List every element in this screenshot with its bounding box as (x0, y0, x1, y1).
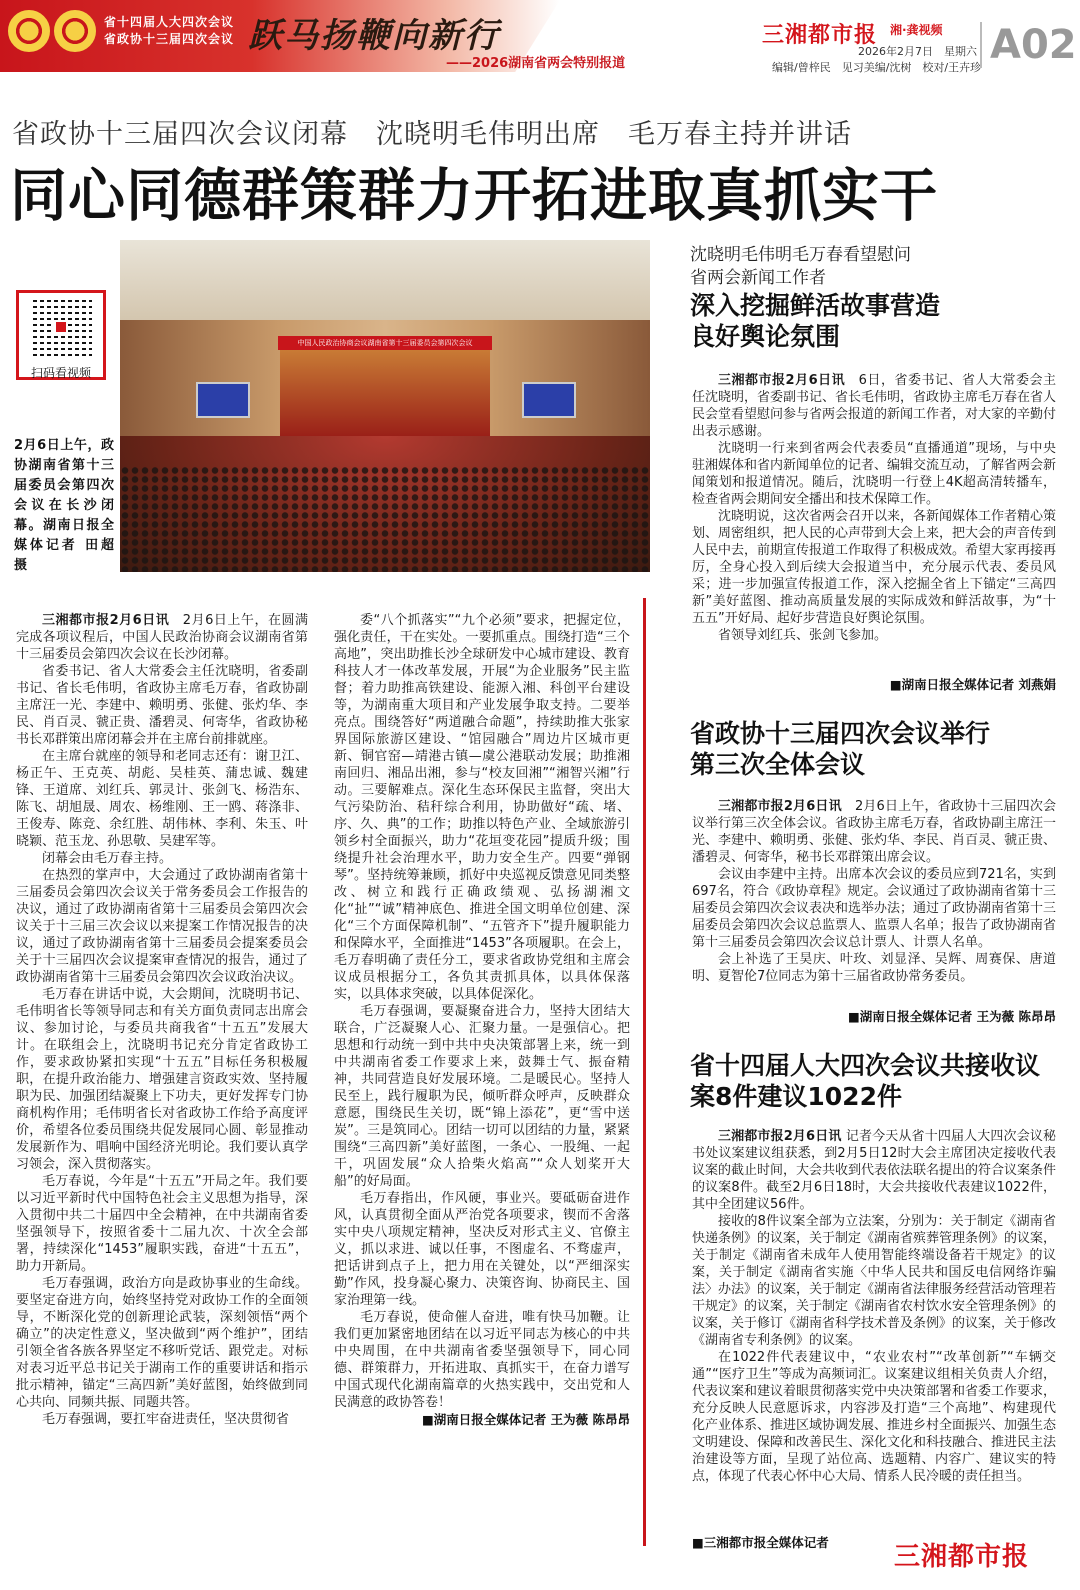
plenary-story-text: 会上补选了王昊庆、叶玫、刘显泽、吴辉、周赛保、唐道明、夏智伦7位同志为第十三届省政协常务委员。 (692, 952, 1056, 984)
main-story-text: 毛万春强调，要扛牢奋进责任，坚决贯彻省 (42, 1412, 290, 1427)
special-report-label: ——2026湖南省两会特别报道 (446, 56, 626, 71)
main-story-paragraph (16, 986, 308, 1173)
main-story-paragraph (16, 1173, 308, 1275)
main-story-paragraph (16, 1275, 308, 1411)
main-story-text: 在热烈的掌声中，大会通过了政协湖南省第十三届委员会第四次会议关于常务委员会工作报告的决议，通过了政协湖南省第十三届委员会第四次会议关于十三届三次会议以来提案工作情况报告的决议，通过了政协湖南省第十三届委员会提案委员会关于十三届四次会议提案审查情况的报告，通过了政协湖南省第十三届委员会第四次会议政治决议。 (16, 868, 308, 985)
photo-banner: 中国人民政治协商会议湖南省第十三届委员会第四次会议 (278, 336, 492, 350)
main-story-column-2 (334, 612, 630, 1428)
paper-name: 三湘都市报 (762, 23, 878, 48)
visit-story-text: 沈晓明一行来到省两会代表委员“直播通道”现场，与中央驻湘媒体和省内新闻单位的记者、编辑交流互动，了解省两会新闻策划和报道情况。随后，沈晓明一行登上4K超高清转播车，检查省两会期间安全播出和技术保障工作。 (692, 441, 1057, 507)
visit-story-paragraph (692, 372, 1056, 440)
main-story-text: 委“八个抓落实”“九个必须”要求，把握定位，强化责任，干在实处。一要抓重点。围绕打造“三个高地”，突出助推长沙全球研发中心城市建设、教育科技人才一体改革发展，开展“为企业服务”民主监督；着力助推高铁建设、能源入湘、科创平台建设等，为湖南重大项目和产业发展争取支持。二要举亮点。围绕答好“两道融合命题”，持续助推大张家界国际旅游区建设、“馆园融合”周边片区城市更新、铜官窑—靖港古镇—虞公港联动发展；助推湘南回归、湘品出湘，参与“校友回湘”“湘智兴湘”行动。三要解难点。深化生态环保民主监督，突出大气污染防治、秸秆综合利用，协助做好“疏、堵、序、久、典”的工作；助推以特色产业、全域旅游引领乡村全面振兴，助力“花垣变花园”提质升级；围绕提升社会治理水平，助力安全生产。四要“弹钢琴”。坚持统筹兼顾，抓好中央巡视反馈意见同类整改、树立和践行正确政绩观、弘扬湖湘文化“扯”“诚”精神底色、推进全国文明单位创建、深化“三个方面保障机制”、“五管齐下”提升履职能力和保障水平，全面推进“1453”各项履职。在会上，毛万春明确了责任分工，要求省政协党组和主席会议成员根据分工，各负其责抓具体，以具体保落实，以具体求突破，以具体促深化。 (334, 613, 630, 1002)
plenary-story (692, 798, 1056, 985)
main-story-paragraph (334, 1309, 630, 1411)
main-story-text: 毛万春说，使命催人奋进，唯有快马加鞭。让我们更加紧密地团结在以习近平同志为核心的中共中央周围，在中共湖南省委坚强领导下，同心同德、群策群力，开拓进取、真抓实干，在奋力谱写中国式现代化湖南篇章的火热实践中，交出党和人民满意的政协答卷！ (334, 1310, 630, 1410)
photo-screen-left (196, 382, 250, 418)
plenary-story-text: 会议由李建中主持。出席本次会议的委员应到721名，实到697名，符合《政协章程》规定。会议通过了政协湖南省第十三届委员会第四次会议表决和选举办法；通过了政协湖南省第十三届委员会第四次会议总监票人、监票人名单；报告了政协湖南省第十三届委员会第四次会议总计票人、计票人名单。 (692, 867, 1057, 950)
visit-story-paragraph (692, 627, 1056, 644)
npc-story-text: 记者今天从省十四届人大四次会议秘书处议案建议组获悉，到2月5日12时大会主席团决定接收代表议案的截止时间，大会共收到代表依法联名提出的符合议案条件的议案8件。截至2月6日18时，大会共接收代表建议1022件，其中全团建议56件。 (692, 1129, 1057, 1212)
npc-story-paragraph (692, 1213, 1056, 1349)
visit-byline-wrap (692, 676, 1056, 693)
main-story-text: 毛万春在讲话中说，大会期间，沈晓明书记、毛伟明省长等领导同志和有关方面负责同志出席会议、参加讨论，与委员共商我省“十五五”发展大计。在联组会上，沈晓明书记充分肯定省政协工作，要求政协紧扣实现“十五五”目标任务积极履职，在提升政治能力、增强建言资政实效、坚持履职为民、加强团结凝聚上下功夫，更好发挥专门协商机构作用；毛伟明省长对省政协工作给予高度评价，希望各位委员围绕共促发展同心圆、彰显推动发展新作为、唱响中国经济光明论。我们要认真学习领会，深入贯彻落实。 (16, 987, 308, 1172)
npc-story-paragraph (692, 1128, 1056, 1213)
plenary-story-paragraph (692, 951, 1056, 985)
plenary-story-dateline: 三湘都市报2月6日讯 (718, 799, 842, 814)
main-story-paragraph (16, 748, 308, 850)
visit-story-dateline: 三湘都市报2月6日讯 (718, 373, 846, 388)
visit-story (692, 372, 1056, 644)
slogan: 跃马扬鞭向新行 (248, 16, 500, 56)
qr-label: 扫码看视频 (30, 366, 91, 380)
main-story-column-1 (16, 612, 308, 1428)
visit-story-paragraph (692, 508, 1056, 627)
visit-headline: 深入挖掘鲜活故事营造良好舆论氛围 (690, 291, 941, 351)
main-story-text: 毛万春指出，作风硬，事业兴。要砥砺奋进作风，认真贯彻全面从严治党各项要求，锲而不舍落实中央八项规定精神，坚决反对形式主义、官僚主义，抓以求进、诚以任事，不图虚名、不骛虚声，把话讲到点子上，把力用在关键处，以“严细深实勤”作风，投身凝心聚力、决策咨询、协商民主、国家治理第一线。 (334, 1191, 630, 1308)
cppcc-emblem-icon (54, 10, 96, 52)
issue-date: 2026年2月7日 星期六 (858, 45, 977, 58)
photo-crowd (120, 466, 650, 572)
qr-video-link[interactable] (16, 290, 106, 386)
visit-byline: ■湖南日报全媒体记者 刘燕娟 (889, 677, 1056, 692)
main-story-paragraph (16, 867, 308, 986)
plenary-story-paragraph (692, 798, 1056, 866)
photo-caption: 2月6日上午，政协湖南省第十三届委员会第四次会议在长沙闭幕。湖南日报全媒体记者 田超 摄 (14, 438, 114, 573)
plenary-byline-wrap (692, 1008, 1056, 1025)
main-story-paragraph (16, 612, 308, 663)
visit-kicker: 沈晓明毛伟明毛万春看望慰问省两会新闻工作者 (690, 245, 911, 288)
plenary-story-text: 2月6日上午，省政协十三届四次会议举行第三次全体会议。省政协主席毛万春，省政协副主席汪一光、李建中、赖明勇、张健、张灼华、李民、肖百灵、虢正贵、潘碧灵、何寄华，秘书长邓群策出席会议。 (692, 799, 1057, 865)
main-story-dateline: 三湘都市报2月6日讯 (42, 613, 170, 628)
npc-headline: 省十四届人大四次会议共接收议案8件建议1022件 (690, 1051, 1041, 1111)
main-story-paragraph (16, 850, 308, 867)
visit-story-paragraph (692, 440, 1056, 508)
main-story-paragraph (334, 612, 630, 1003)
congress-line-cppcc: 省政协十三届四次会议 (104, 32, 235, 46)
main-story-paragraph (16, 1411, 308, 1428)
congress-line-npc: 省十四届人大四次会议 (104, 15, 235, 29)
main-story-text: 毛万春强调，要凝聚奋进合力，坚持大团结大联合，广泛凝聚人心、汇聚力量。一是强信心。把思想和行动统一到中共中央决策部署上来，统一到中共湖南省委工作要求上来，鼓舞士气、振奋精神，共同营造良好发展环境。二是暖民心。坚持人民至上，践行履职为民，倾听群众呼声，反映群众意愿，围绕民生关切，既“锦上添花”，更“雪中送炭”。三是筑同心。团结一切可以团结的力量，紧紧围绕“三高四新”美好蓝图，一条心、一股绳、一起干，巩固发展“众人拾柴火焰高”“众人划桨开大船”的好局面。 (334, 1004, 630, 1189)
plenary-story-paragraph (692, 866, 1056, 951)
main-story-paragraph (334, 1003, 630, 1190)
main-story-text: 毛万春说，今年是“十五五”开局之年。我们要以习近平新时代中国特色社会主义思想为指导，深入贯彻中共二十届四中全会精神，在中共湖南省委坚强领导下，按照省委十二届九次、十次全会部署，持续深化“1453”履职实践，奋进“十五五”，助力开新局。 (16, 1174, 308, 1274)
main-story-text: 在主席台就座的领导和老同志还有：谢卫江、杨正午、王克英、胡彪、吴桂英、蒲忠诚、魏建锋、王道席、刘红兵、郭灵计、张剑飞、杨浩东、陈飞、胡旭晟、周农、杨维刚、王一鸥、蒋涤非、王俊寿、陈竞、余红胜、胡伟林、李利、朱玉、叶晓颖、范玉龙、孙思敬、吴建军等。 (16, 749, 308, 849)
congress-labels (104, 14, 234, 48)
main-story-text: 2月6日上午，在圆满完成各项议程后，中国人民政治协商会议湖南省第十三届委员会第四次会议在长沙闭幕。 (16, 613, 309, 662)
main-story-text: 毛万春强调，政治方向是政协事业的生命线。要坚定奋进方向，始终坚持党对政协工作的全面领导，不断深化党的创新理论武装，深刻领悟“两个确立”的决定性意义，坚决做到“两个维护”，团结引领全省各族各界坚定不移听党话、跟党走。对标对表习近平总书记关于湖南工作的重要讲话和指示批示精神，锚定“三高四新”美好蓝图，始终做到同心共向、同频共振、同题共答。 (16, 1276, 308, 1410)
footer-logo: 三湘都市报 (888, 1536, 1029, 1573)
npc-byline: ■三湘都市报全媒体记者 (692, 1535, 829, 1550)
npc-byline-wrap (692, 1534, 882, 1551)
plenary-headline: 省政协十三届四次会议举行第三次全体会议 (690, 719, 991, 779)
video-badge: 湘·龚视频 (890, 23, 943, 37)
photo-screen-right (522, 382, 576, 418)
masthead (0, 0, 1080, 80)
main-photo (120, 240, 650, 572)
page-number: A02 (980, 22, 1077, 68)
main-subhead: 省政协十三届四次会议闭幕 沈晓明毛伟明出席 毛万春主持并讲话 (12, 119, 852, 150)
photo-stage (280, 336, 490, 436)
main-headline: 同心同德群策群力开拓进取真抓实干 (10, 163, 938, 229)
national-emblem-icon (8, 10, 50, 52)
editor-credits: 编辑/曾梓民 见习美编/沈树 校对/王卉珍 (772, 61, 982, 74)
visit-story-text: 省领导刘红兵、张剑飞参加。 (718, 628, 888, 643)
visit-story-text: 6日，省委书记、省人大常委会主任沈晓明，省委副书记、省长毛伟明，省政协主席毛万春在省人民会堂看望慰问参与省两会报道的新闻工作者，对大家的辛勤付出表示感谢。 (692, 373, 1057, 439)
npc-story-text: 在1022件代表建议中，“农业农村”“改革创新”“车辆交通”“医疗卫生”等成为高频词汇。议案建议组相关负责人介绍，代表议案和建议着眼贯彻落实党中央决策部署和省委工作要求，充分反映人民意愿诉求，内容涉及打造“三个高地”、构建现代化产业体系、推进区域协调发展、推进乡村全面振兴、加强生态文明建设、保障和改善民生、深化文化和科技融合、推进民主法治建设等方面，呈现了站位高、选题精、内容广、建议实的特点，体现了代表心怀中心大局、情系人民冷暖的责任担当。 (692, 1350, 1057, 1484)
npc-story-text: 接收的8件议案全部为立法案，分别为：关于制定《湖南省快递条例》的议案，关于制定《湖南省殡葬管理条例》的议案，关于制定《湖南省未成年人使用智能终端设备若干规定》的议案，关于制定《湖南省实施〈中华人民共和国反电信网络诈骗法〉办法》的议案，关于制定《湖南省法律服务经营活动管理若干规定》的议案，关于制定《湖南省农村饮水安全管理条例》的议案，关于修订《湖南省科学技术普及条例》的议案，关于修改《湖南省专利条例》的议案。 (692, 1214, 1057, 1348)
main-story-paragraph: ■湖南日报全媒体记者 王为薇 陈昂昂 (421, 1412, 630, 1427)
main-story-paragraph (334, 1190, 630, 1309)
main-story-text: 闭幕会由毛万春主持。 (42, 851, 173, 866)
qr-logo-icon (54, 320, 68, 334)
column-divider (643, 598, 646, 1546)
main-story-paragraph (16, 663, 308, 748)
npc-story (692, 1128, 1056, 1485)
plenary-byline: ■湖南日报全媒体记者 王为薇 陈昂昂 (847, 1009, 1056, 1024)
npc-story-paragraph (692, 1349, 1056, 1485)
visit-story-text: 沈晓明说，这次省两会召开以来，各新闻媒体工作者精心策划、周密组织，把人民的心声带到大会上来，把大会的声音传到人民中去，前期宣传报道工作取得了积极成效。希望大家再接再厉，全身心投入到后续大会报道当中，充分展示代表、委员风采；进一步加强宣传报道工作，深入挖掘全省上下锚定“三高四新”美好蓝图、推动高质量发展的实际成效和鲜活故事，为“十五五”开好局、起好步营造良好舆论氛围。 (692, 509, 1057, 626)
npc-story-dateline: 三湘都市报2月6日讯 (718, 1129, 842, 1144)
main-story-text: 省委书记、省人大常委会主任沈晓明，省委副书记、省长毛伟明，省政协主席毛万春，省政协副主席汪一光、李建中、赖明勇、张健、张灼华、李民、肖百灵、虢正贵、潘碧灵、何寄华，省政协秘书长邓群策出席闭幕会并在主席台前排就座。 (16, 664, 308, 747)
